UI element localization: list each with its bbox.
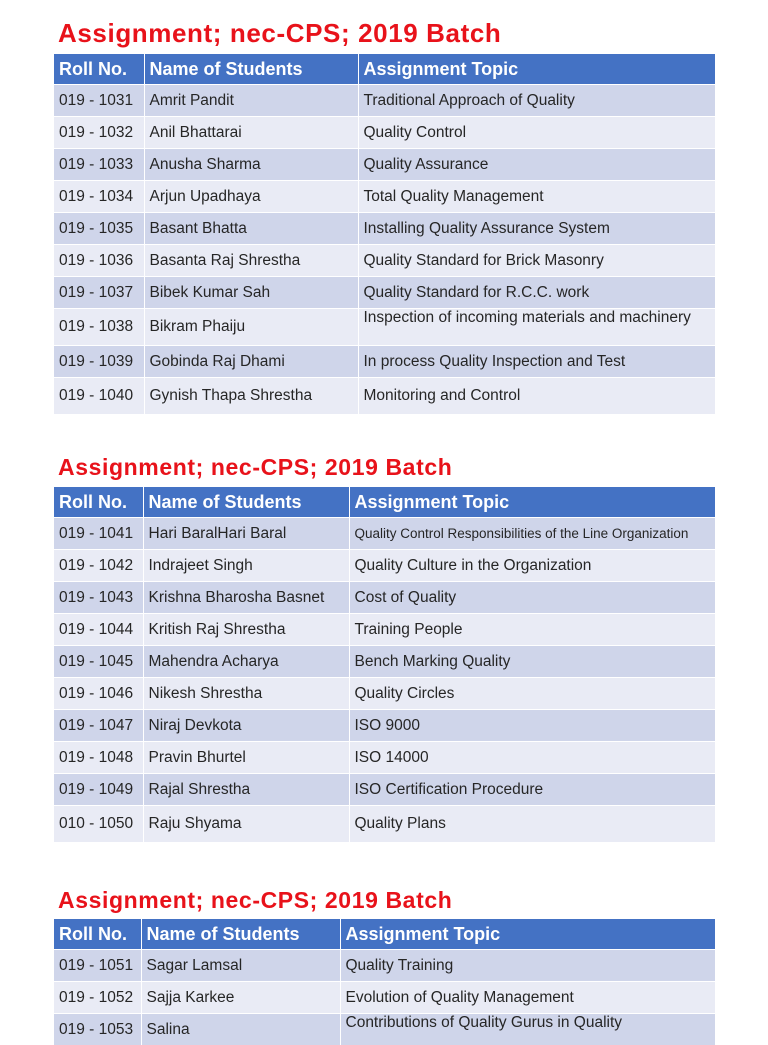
assignment-table xyxy=(54,487,715,842)
assignment-topic-cell: Training People xyxy=(349,614,715,646)
student-name-cell: Krishna Bharosha Basnet xyxy=(143,582,349,614)
assignment-topic-cell: Quality Plans xyxy=(349,806,715,843)
roll-no-cell: 019 - 1036 xyxy=(54,245,144,277)
assignment-topic-cell: Monitoring and Control xyxy=(358,378,715,415)
student-name-cell: Indrajeet Singh xyxy=(143,550,349,582)
table-row xyxy=(54,582,715,614)
column-header-topic: Assignment Topic xyxy=(349,487,715,518)
roll-no-cell: 019 - 1031 xyxy=(54,85,144,117)
student-name-cell: Mahendra Acharya xyxy=(143,646,349,678)
table-row xyxy=(54,742,715,774)
assignment-topic-cell: Quality Control xyxy=(358,117,715,149)
assignment-topic-cell: Cost of Quality xyxy=(349,582,715,614)
table-row xyxy=(54,117,715,149)
student-name-cell: Kritish Raj Shrestha xyxy=(143,614,349,646)
assignment-topic-cell: In process Quality Inspection and Test xyxy=(358,346,715,378)
student-name-cell: Rajal Shrestha xyxy=(143,774,349,806)
assignment-topic-cell: Quality Culture in the Organization xyxy=(349,550,715,582)
table-row xyxy=(54,378,715,415)
header-row xyxy=(54,487,715,518)
column-header-topic: Assignment Topic xyxy=(358,54,715,85)
roll-no-cell: 019 - 1053 xyxy=(54,1014,141,1045)
header-row xyxy=(54,919,715,950)
assignment-topic-cell: ISO 9000 xyxy=(349,710,715,742)
table-row xyxy=(54,950,715,982)
roll-no-cell: 019 - 1047 xyxy=(54,710,143,742)
student-name-cell: Anil Bhattarai xyxy=(144,117,358,149)
roll-no-cell: 019 - 1041 xyxy=(54,518,143,550)
student-name-cell: Gobinda Raj Dhami xyxy=(144,346,358,378)
student-name-cell: Bikram Phaiju xyxy=(144,309,358,346)
column-header-name: Name of Students xyxy=(143,487,349,518)
table-row xyxy=(54,245,715,277)
student-name-cell: Basanta Raj Shrestha xyxy=(144,245,358,277)
student-name-cell: Bibek Kumar Sah xyxy=(144,277,358,309)
column-header-roll-no: Roll No. xyxy=(54,919,141,950)
student-name-cell: Salina xyxy=(141,1014,340,1045)
roll-no-cell: 019 - 1046 xyxy=(54,678,143,710)
column-header-roll-no: Roll No. xyxy=(54,54,144,85)
assignment-table xyxy=(54,54,715,414)
header-row xyxy=(54,54,715,85)
assignment-topic-cell: Quality Assurance xyxy=(358,149,715,181)
roll-no-cell: 019 - 1033 xyxy=(54,149,144,181)
table-row xyxy=(54,774,715,806)
table-row xyxy=(54,309,715,346)
roll-no-cell: 010 - 1050 xyxy=(54,806,143,843)
table-row xyxy=(54,346,715,378)
roll-no-cell: 019 - 1038 xyxy=(54,309,144,346)
table-row xyxy=(54,710,715,742)
table-row xyxy=(54,85,715,117)
section-title: Assignment; nec-CPS; 2019 Batch xyxy=(58,889,452,912)
column-header-name: Name of Students xyxy=(141,919,340,950)
assignment-table xyxy=(54,919,715,1045)
roll-no-cell: 019 - 1049 xyxy=(54,774,143,806)
student-name-cell: Basant Bhatta xyxy=(144,213,358,245)
student-name-cell: Sajja Karkee xyxy=(141,982,340,1014)
assignment-topic-cell: Installing Quality Assurance System xyxy=(358,213,715,245)
roll-no-cell: 019 - 1043 xyxy=(54,582,143,614)
roll-no-cell: 019 - 1045 xyxy=(54,646,143,678)
table-row xyxy=(54,614,715,646)
table-row xyxy=(54,1014,715,1045)
roll-no-cell: 019 - 1034 xyxy=(54,181,144,213)
assignment-topic-cell: ISO 14000 xyxy=(349,742,715,774)
assignment-topic-cell: ISO Certification Procedure xyxy=(349,774,715,806)
student-name-cell: Arjun Upadhaya xyxy=(144,181,358,213)
assignment-topic-cell: Quality Training xyxy=(340,950,715,982)
table-row xyxy=(54,550,715,582)
student-name-cell: Pravin Bhurtel xyxy=(143,742,349,774)
roll-no-cell: 019 - 1051 xyxy=(54,950,141,982)
assignment-topic-cell: Traditional Approach of Quality xyxy=(358,85,715,117)
student-name-cell: Anusha Sharma xyxy=(144,149,358,181)
table-row xyxy=(54,678,715,710)
assignment-topic-cell: Quality Circles xyxy=(349,678,715,710)
student-name-cell: Nikesh Shrestha xyxy=(143,678,349,710)
roll-no-cell: 019 - 1035 xyxy=(54,213,144,245)
roll-no-cell: 019 - 1040 xyxy=(54,378,144,415)
assignment-topic-cell: Inspection of incoming materials and machinery xyxy=(358,309,715,346)
assignment-topic-cell: Quality Control Responsibilities of the Line Organization xyxy=(349,518,715,550)
roll-no-cell: 019 - 1032 xyxy=(54,117,144,149)
roll-no-cell: 019 - 1052 xyxy=(54,982,141,1014)
section-title: Assignment; nec-CPS; 2019 Batch xyxy=(58,20,501,46)
table-row xyxy=(54,646,715,678)
student-name-cell: Sagar Lamsal xyxy=(141,950,340,982)
table-row xyxy=(54,806,715,843)
section-title: Assignment; nec-CPS; 2019 Batch xyxy=(58,456,452,479)
table-row xyxy=(54,982,715,1014)
table-row xyxy=(54,181,715,213)
student-name-cell: Niraj Devkota xyxy=(143,710,349,742)
table-row xyxy=(54,149,715,181)
column-header-name: Name of Students xyxy=(144,54,358,85)
assignment-topic-cell: Contributions of Quality Gurus in Quality xyxy=(340,1014,715,1045)
table-row xyxy=(54,518,715,550)
roll-no-cell: 019 - 1039 xyxy=(54,346,144,378)
table-row xyxy=(54,277,715,309)
column-header-roll-no: Roll No. xyxy=(54,487,143,518)
student-name-cell: Amrit Pandit xyxy=(144,85,358,117)
roll-no-cell: 019 - 1042 xyxy=(54,550,143,582)
column-header-topic: Assignment Topic xyxy=(340,919,715,950)
assignment-topic-cell: Quality Standard for R.C.C. work xyxy=(358,277,715,309)
roll-no-cell: 019 - 1037 xyxy=(54,277,144,309)
assignment-topic-cell: Evolution of Quality Management xyxy=(340,982,715,1014)
roll-no-cell: 019 - 1044 xyxy=(54,614,143,646)
student-name-cell: Hari BaralHari Baral xyxy=(143,518,349,550)
table-row xyxy=(54,213,715,245)
assignment-topic-cell: Bench Marking Quality xyxy=(349,646,715,678)
student-name-cell: Raju Shyama xyxy=(143,806,349,843)
roll-no-cell: 019 - 1048 xyxy=(54,742,143,774)
assignment-topic-cell: Quality Standard for Brick Masonry xyxy=(358,245,715,277)
assignment-topic-cell: Total Quality Management xyxy=(358,181,715,213)
student-name-cell: Gynish Thapa Shrestha xyxy=(144,378,358,415)
